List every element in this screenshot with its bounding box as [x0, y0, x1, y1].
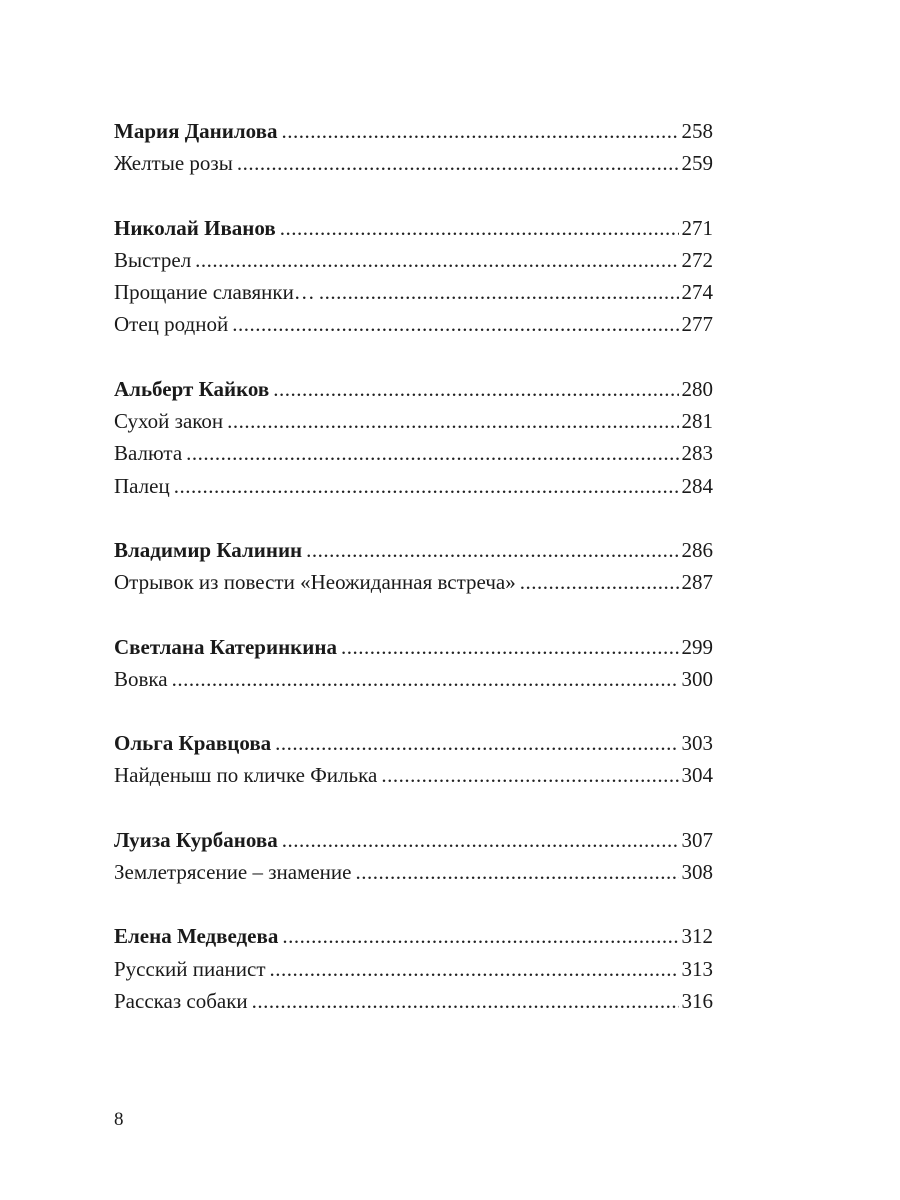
page-ref: 287	[681, 570, 713, 595]
dot-leader	[195, 244, 678, 276]
page-ref: 259	[681, 151, 713, 176]
page-ref: 284	[681, 473, 713, 498]
toc-work-entry	[114, 953, 713, 985]
author-name: Николай Иванов	[114, 215, 276, 240]
page-ref: 258	[681, 119, 713, 143]
dot-leader	[270, 953, 679, 985]
toc-author-entry	[114, 920, 713, 952]
toc-author-entry	[114, 534, 713, 566]
toc-work-entry	[114, 276, 713, 308]
toc-work-entry	[114, 470, 713, 502]
toc-author-entry	[114, 824, 713, 856]
page-ref: 308	[681, 860, 713, 885]
page-ref: 281	[681, 409, 713, 434]
dot-leader	[306, 534, 678, 566]
dot-leader	[281, 115, 678, 147]
work-title: Отрывок из повести «Неожиданная встреча»	[114, 570, 516, 595]
work-title: Палец	[114, 473, 170, 498]
toc-author-entry	[114, 212, 713, 244]
page-ref: 300	[681, 666, 713, 691]
toc-section	[114, 115, 713, 180]
dot-leader	[172, 663, 679, 695]
toc-work-entry	[114, 759, 713, 791]
work-title: Вовка	[114, 666, 168, 691]
toc-work-entry	[114, 244, 713, 276]
author-name: Владимир Калинин	[114, 537, 303, 562]
page-ref: 286	[681, 537, 713, 562]
toc-author-entry	[114, 373, 713, 405]
page-ref: 277	[681, 312, 713, 337]
dot-leader	[275, 727, 678, 759]
page-ref: 271	[681, 215, 713, 240]
toc-work-entry	[114, 985, 713, 1017]
page-ref: 313	[681, 956, 713, 981]
author-name: Альберт Кайков	[114, 376, 270, 401]
dot-leader	[252, 985, 679, 1017]
dot-leader	[341, 631, 679, 663]
dot-leader	[355, 856, 678, 888]
work-title: Отец родной	[114, 312, 229, 337]
dot-leader	[227, 405, 678, 437]
page-ref: 280	[681, 376, 713, 401]
work-title: Найденыш по кличке Филька	[114, 763, 378, 788]
dot-leader	[282, 824, 679, 856]
toc-work-entry	[114, 663, 713, 695]
toc-section	[114, 727, 713, 792]
page-ref: 283	[681, 441, 713, 466]
dot-leader	[282, 920, 678, 952]
dot-leader	[237, 147, 679, 179]
work-title: Валюта	[114, 441, 183, 466]
page-ref: 307	[681, 827, 713, 852]
work-title: Выстрел	[114, 247, 192, 272]
page-ref: 274	[681, 280, 713, 305]
author-name: Светлана Катеринкина	[114, 634, 337, 659]
work-title: Желтые розы	[114, 151, 233, 176]
page-ref: 299	[681, 634, 713, 659]
work-title: Землетрясение – знамение	[114, 860, 352, 885]
dot-leader	[174, 470, 679, 502]
page-ref: 312	[681, 924, 713, 949]
author-name: Луиза Курбанова	[114, 827, 278, 852]
toc-work-entry	[114, 147, 713, 179]
dot-leader	[273, 373, 678, 405]
page-ref: 316	[681, 988, 713, 1013]
author-name: Ольга Кравцова	[114, 731, 272, 756]
dot-leader	[319, 276, 679, 308]
dot-leader	[280, 212, 679, 244]
work-title: Сухой закон	[114, 409, 224, 434]
dot-leader	[520, 566, 679, 598]
toc-section	[114, 824, 713, 889]
page-ref: 272	[681, 247, 713, 272]
toc-work-entry	[114, 566, 713, 598]
toc-work-entry	[114, 856, 713, 888]
toc-section	[114, 373, 713, 502]
page-ref: 303	[681, 731, 713, 756]
toc-author-entry	[114, 727, 713, 759]
page-number: 8	[114, 1109, 124, 1130]
page-ref: 304	[681, 763, 713, 788]
work-title: Прощание славянки…	[114, 280, 315, 305]
toc-work-entry	[114, 405, 713, 437]
toc-author-entry	[114, 115, 713, 147]
author-name: Мария Данилова	[114, 119, 278, 143]
toc-section	[114, 920, 713, 1017]
dot-leader	[232, 308, 678, 340]
dot-leader	[381, 759, 678, 791]
work-title: Рассказ собаки	[114, 988, 248, 1013]
toc-section	[114, 631, 713, 696]
dot-leader	[186, 437, 678, 469]
toc-work-entry	[114, 308, 713, 340]
toc-section	[114, 534, 713, 599]
toc-author-entry	[114, 631, 713, 663]
author-name: Елена Медведева	[114, 924, 279, 949]
toc-work-entry	[114, 437, 713, 469]
table-of-contents	[114, 115, 713, 1049]
toc-section	[114, 212, 713, 341]
work-title: Русский пианист	[114, 956, 266, 981]
